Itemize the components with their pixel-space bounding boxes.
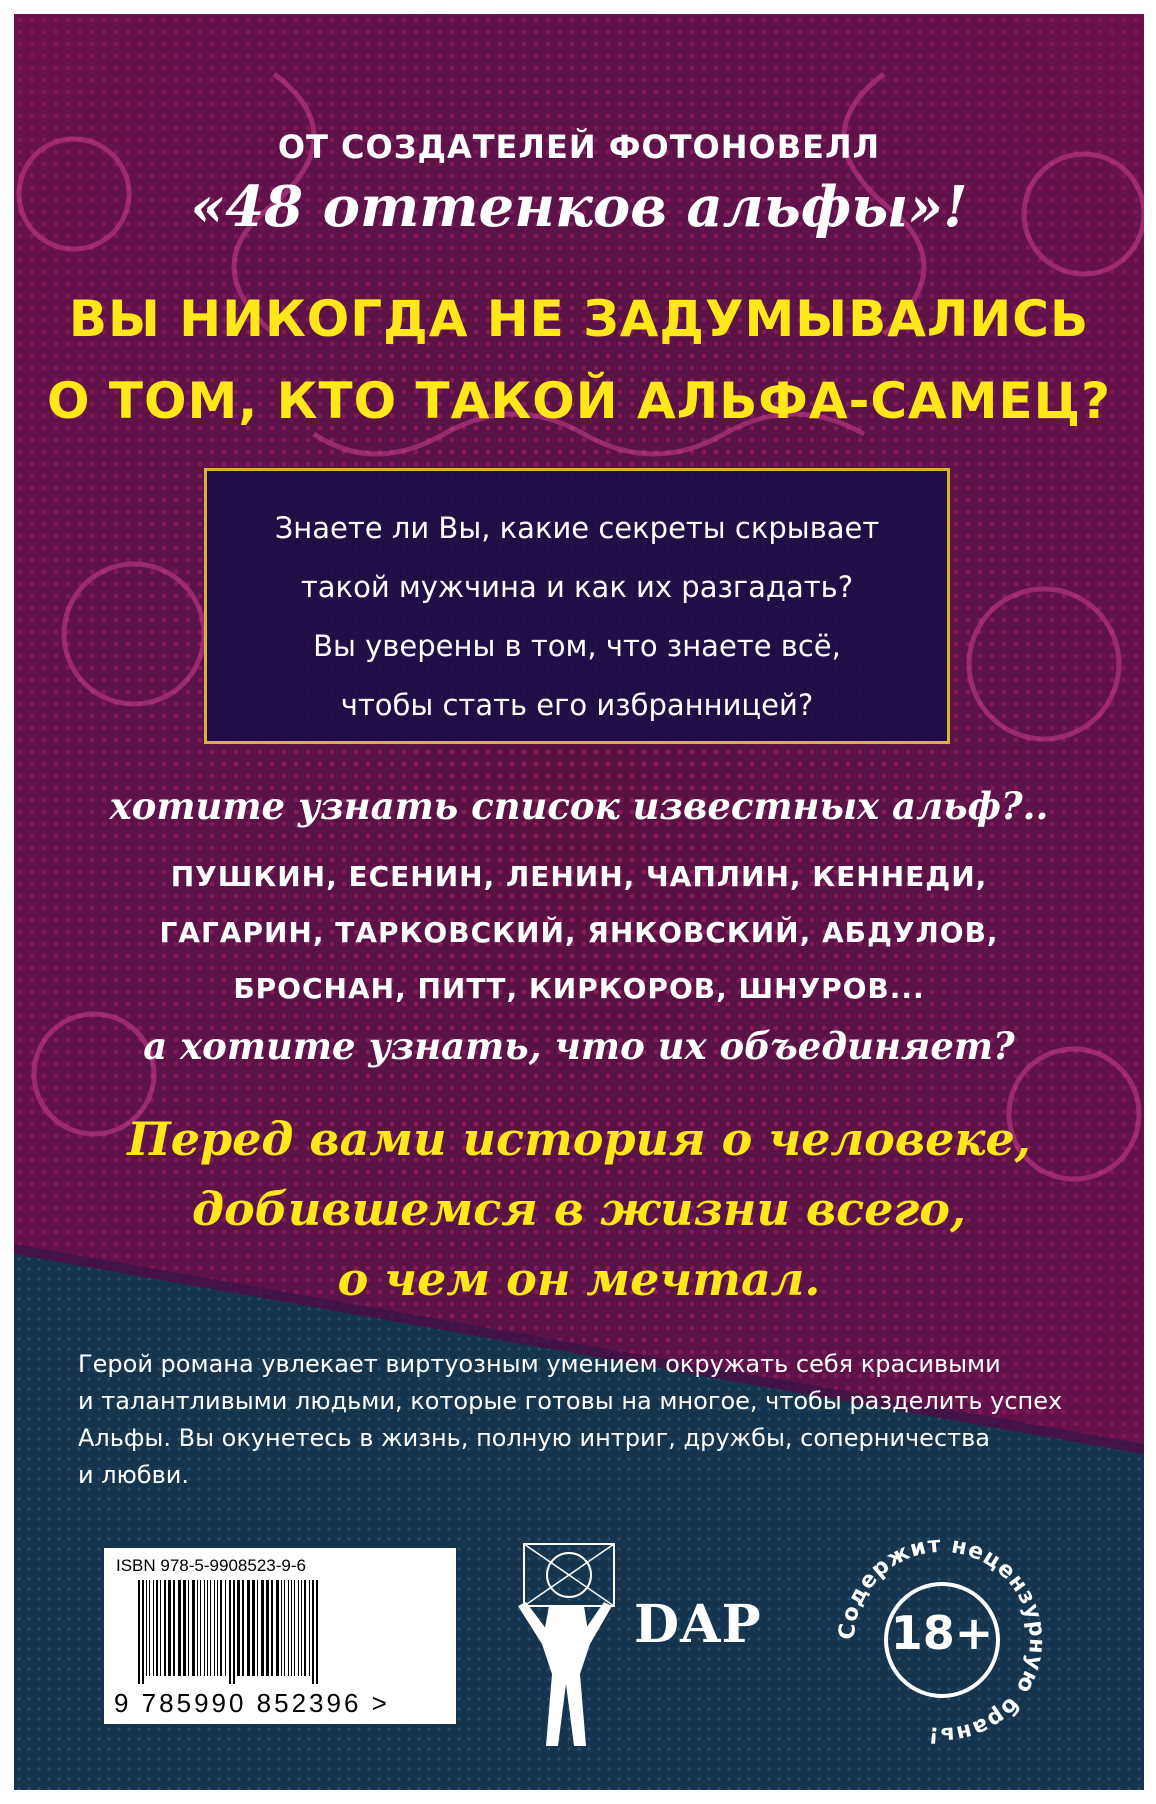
barcode-bar	[164, 1580, 166, 1676]
barcode-bar	[261, 1580, 264, 1676]
barcode-bar	[220, 1580, 222, 1676]
barcode-bar	[247, 1580, 250, 1676]
framed-question-line-3: Вы уверены в том, что знаете всё,	[313, 629, 841, 663]
barcode-bar	[173, 1580, 175, 1676]
barcode-bar	[200, 1580, 201, 1676]
promo-line-3: о чем он мечтал.	[337, 1252, 821, 1306]
barcode-bar	[301, 1580, 302, 1676]
age-rating-badge	[832, 1530, 1052, 1750]
barcode-bar	[156, 1580, 158, 1676]
series-kicker: ОТ СОЗДАТЕЛЕЙ ФОТОНОВЕЛЛ	[277, 128, 881, 166]
barcode-bar	[229, 1580, 231, 1684]
barcode-bar	[271, 1580, 273, 1676]
headline-line-2: О ТОМ, КТО ТАКОЙ АЛЬФА-САМЕЦ?	[46, 372, 1112, 430]
description-line-3: Альфы. Вы окунетесь в жизнь, полную интриг, дружбы, соперничества	[78, 1424, 990, 1452]
barcode-bar	[138, 1580, 140, 1684]
barcode-bar	[288, 1580, 289, 1676]
framed-questions-box	[204, 468, 950, 744]
barcode-bar	[142, 1580, 144, 1684]
barcode-bar	[316, 1580, 318, 1684]
barcode-bar	[183, 1580, 186, 1676]
barcode-bar	[284, 1580, 285, 1676]
barcode-bar	[146, 1580, 147, 1676]
barcode-bar	[160, 1580, 161, 1676]
barcode-bar	[197, 1580, 198, 1676]
framed-question-line-2: такой мужчина и как их разгадать?	[300, 570, 854, 604]
barcode-bar	[210, 1580, 211, 1676]
barcode-bar	[188, 1580, 189, 1676]
barcode-bar	[257, 1580, 258, 1676]
promo-line-2: добившемся в жизни всего,	[192, 1182, 966, 1236]
alphas-list-line-3: БРОСНАН, ПИТТ, КИРКОРОВ, ШНУРОВ...	[233, 972, 925, 1005]
framed-question-line-1: Знаете ли Вы, какие секреты скрывает	[274, 511, 880, 545]
barcode-bar	[281, 1580, 282, 1676]
age-rating-value: 18+	[890, 1606, 994, 1660]
barcode-bar	[252, 1580, 255, 1676]
atlas-figure-icon	[494, 1524, 634, 1754]
barcode-bar	[153, 1580, 154, 1676]
headline-line-1: ВЫ НИКОГДА НЕ ЗАДУМЫВАЛИСЬ	[68, 290, 1090, 348]
isbn-barcode	[104, 1548, 456, 1724]
alphas-followup: а хотите узнать, что их объединяет?	[143, 1024, 1015, 1068]
barcode-bar	[168, 1580, 171, 1676]
barcode-bar	[294, 1580, 295, 1676]
promo-line-1: Перед вами история о человеке,	[127, 1112, 1031, 1166]
series-title: «48 оттенков альфы»!	[190, 174, 968, 240]
alphas-list-line-1: ПУШКИН, ЕСЕНИН, ЛЕНИН, ЧАПЛИН, КЕННЕДИ,	[170, 860, 988, 893]
barcode-bar	[204, 1580, 205, 1676]
description-line-2: и талантливыми людьми, которые готовы на многое, чтобы разделить успех	[78, 1387, 1063, 1415]
barcode-bar	[242, 1580, 244, 1676]
barcode-bar	[225, 1580, 226, 1676]
barcode-bar	[291, 1580, 292, 1676]
barcode-bar	[237, 1580, 240, 1676]
description-line-1: Герой романа увлекает виртуозным умением окружать себя красивыми	[78, 1350, 1001, 1378]
barcode-bar	[192, 1580, 195, 1676]
barcode-bar	[178, 1580, 181, 1676]
barcode-bar	[276, 1580, 279, 1676]
framed-question-line-4: чтобы стать его избранницей?	[340, 688, 814, 722]
barcode-bars	[134, 1580, 434, 1684]
barcode-bar	[217, 1580, 218, 1676]
barcode-bar	[233, 1580, 235, 1684]
barcode-bar	[312, 1580, 314, 1684]
barcode-bar	[304, 1580, 306, 1676]
description-line-4: и любви.	[78, 1461, 189, 1489]
book-description	[78, 1346, 1088, 1494]
isbn-number: ISBN 978-5-9908523-9-6	[116, 1556, 306, 1575]
publisher-logo	[494, 1524, 794, 1754]
barcode-bar	[149, 1580, 150, 1676]
barcode-bar	[207, 1580, 208, 1676]
barcode-bar	[266, 1580, 269, 1676]
barcode-bar	[298, 1580, 299, 1676]
barcode-digits: 9 785990 852396 >	[114, 1688, 390, 1718]
age-warning-text: Содержит нецензурную брань!	[834, 1532, 1050, 1748]
alphas-question: хотите узнать список известных альф?..	[109, 784, 1049, 828]
barcode-bar	[214, 1580, 215, 1676]
publisher-name: DAP	[634, 1594, 762, 1655]
barcode-bar	[309, 1580, 310, 1676]
alphas-list-line-2: ГАГАРИН, ТАРКОВСКИЙ, ЯНКОВСКИЙ, АБДУЛОВ,	[159, 916, 999, 949]
book-back-cover	[14, 14, 1144, 1790]
